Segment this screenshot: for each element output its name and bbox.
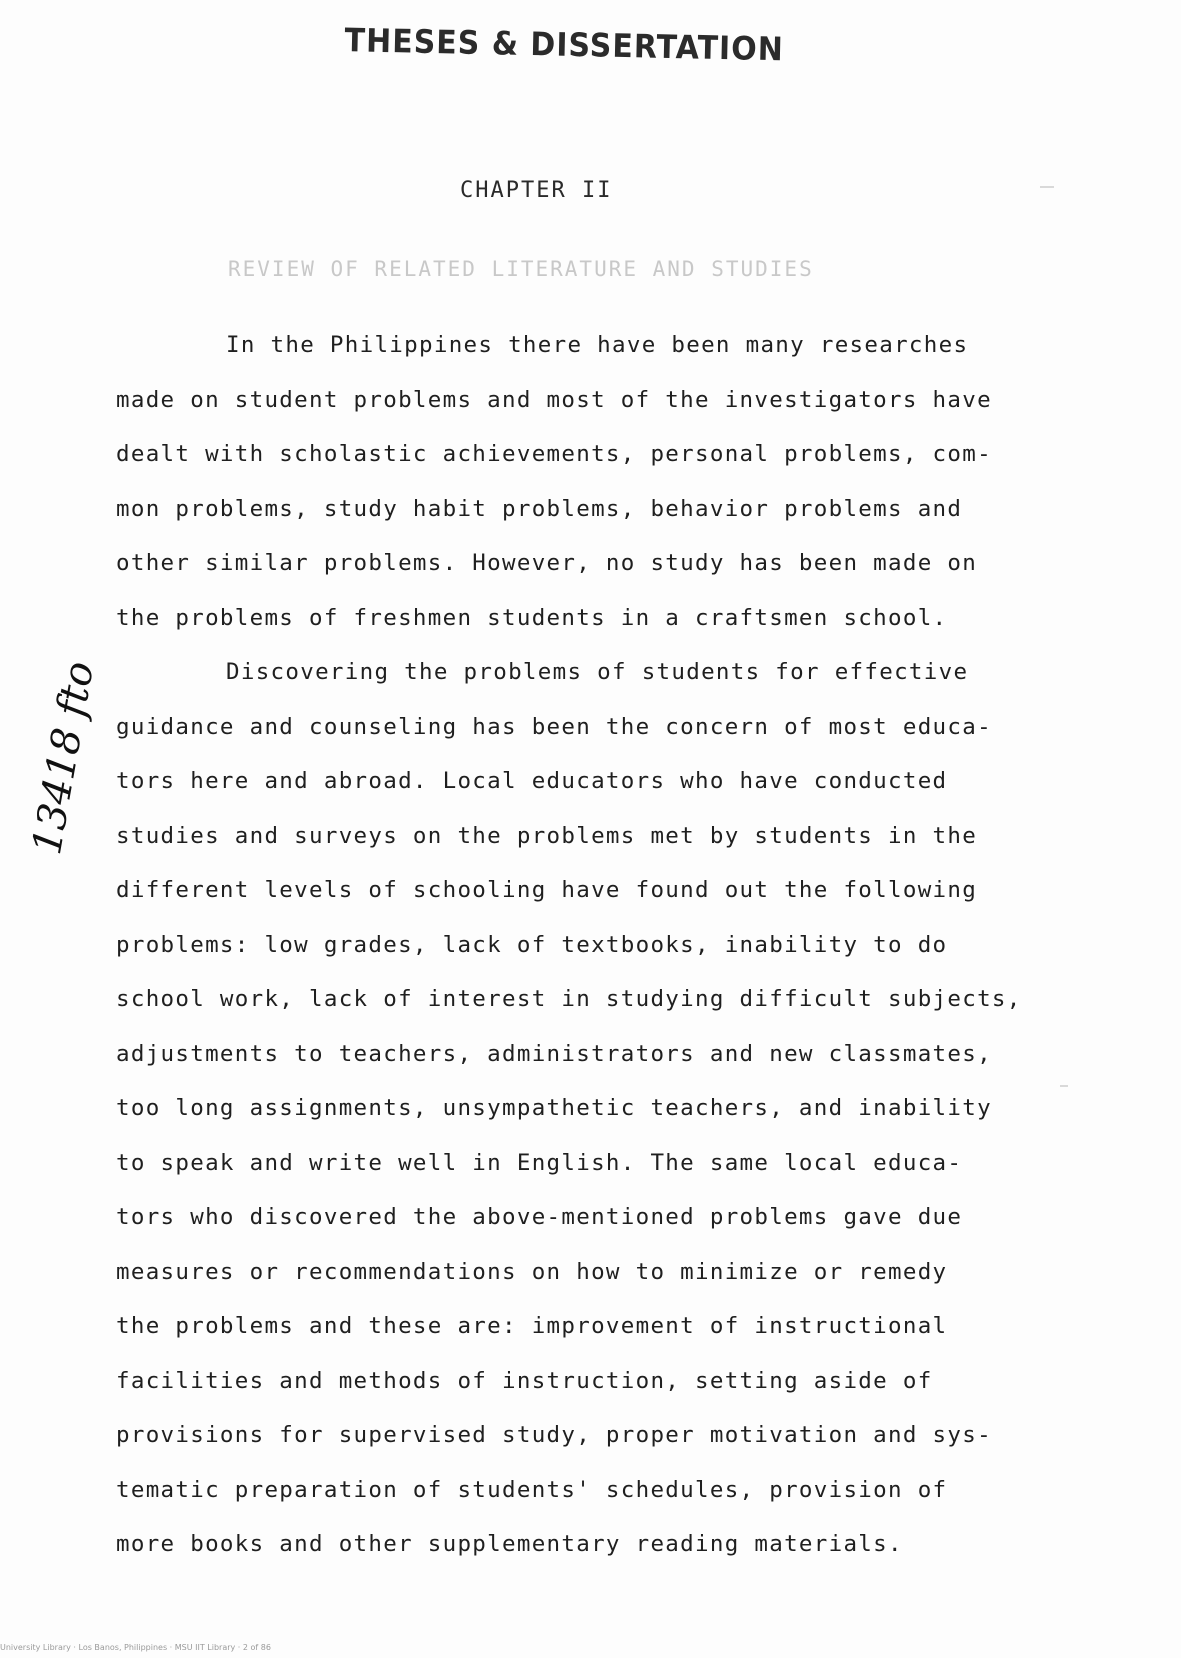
text-line: adjustments to teachers, administrators and new classmates, <box>116 1040 992 1067</box>
text-line: problems: low grades, lack of textbooks, inability to do <box>116 931 948 958</box>
scan-speck <box>1040 186 1054 188</box>
text-line: mon problems, study habit problems, behavior problems and <box>116 495 963 522</box>
handwritten-margin-note: 13418 fto <box>24 658 104 858</box>
text-line: facilities and methods of instruction, setting aside of <box>116 1367 933 1394</box>
text-line: tors who discovered the above-mentioned problems gave due <box>116 1204 963 1230</box>
text-line: provisions for supervised study, proper motivation and sys- <box>116 1422 992 1448</box>
theses-stamp: THESES & DISSERTATION <box>344 22 785 69</box>
text-line: the problems of freshmen students in a craftsmen school. <box>116 604 948 631</box>
text-line: other similar problems. However, no study has been made on <box>116 550 978 576</box>
text-line: tematic preparation of students' schedules, provision of <box>116 1476 948 1503</box>
text-line: tors here and abroad. Local educators who have conducted <box>116 768 948 794</box>
scan-footer: University Library · Los Banos, Philippines · MSU IIT Library · 2 of 86 <box>0 1643 271 1652</box>
text-line: studies and surveys on the problems met by students in the <box>116 822 978 849</box>
scan-speck <box>1060 1085 1068 1087</box>
chapter-heading: CHAPTER II <box>460 178 613 203</box>
text-line: guidance and counseling has been the concern of most educa- <box>116 713 992 740</box>
text-line: school work, lack of interest in studying difficult subjects, <box>116 986 1022 1012</box>
text-line: more books and other supplementary reading materials. <box>116 1531 903 1557</box>
text-line: made on student problems and most of the investigators have <box>116 386 992 413</box>
text-line: the problems and these are: improvement of instructional <box>116 1313 948 1339</box>
text-line: different levels of schooling have found out the following <box>116 877 978 903</box>
body-text <box>116 328 1076 1582</box>
text-line: measures or recommendations on how to minimize or remedy <box>116 1258 948 1285</box>
text-line: In the Philippines there have been many researches <box>226 332 969 358</box>
text-line: too long assignments, unsympathetic teachers, and inability <box>116 1095 992 1121</box>
text-line: dealt with scholastic achievements, personal problems, com- <box>116 441 992 467</box>
text-line: Discovering the problems of students for effective <box>226 659 969 685</box>
text-line: to speak and write well in English. The same local educa- <box>116 1149 963 1176</box>
chapter-subtitle: REVIEW OF RELATED LITERATURE AND STUDIES <box>228 257 814 281</box>
